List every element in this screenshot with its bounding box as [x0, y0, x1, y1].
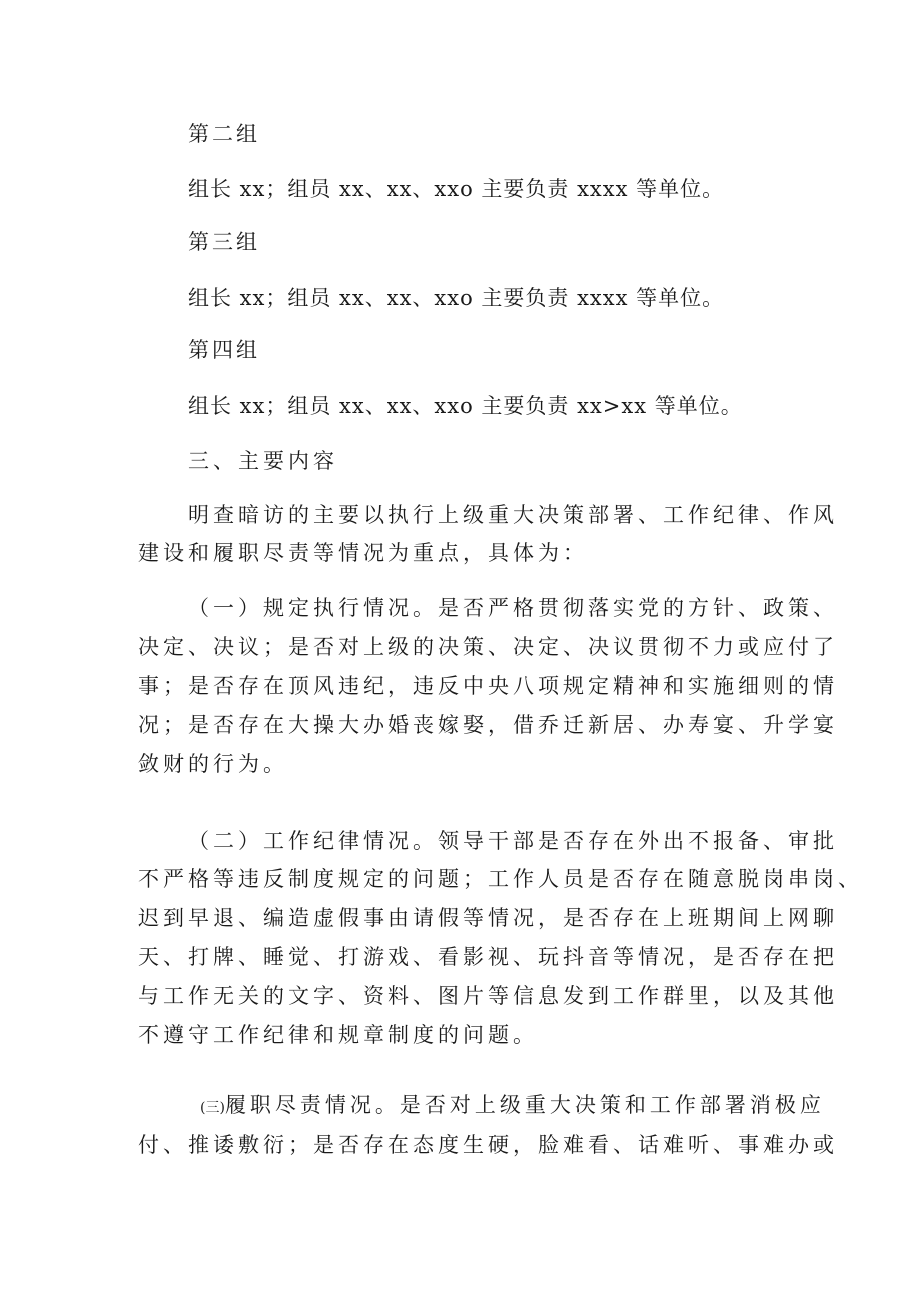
item-1-line-5: 敛财的行为。: [138, 752, 288, 776]
section-3-title: 三、主要内容: [188, 449, 338, 473]
item-1-line-2: 决定、决议；是否对上级的决策、决定、决议贯彻不力或应付了: [138, 635, 838, 659]
item-2-line-1: （二）工作纪律情况。领导干部是否存在外出不报备、审批: [188, 829, 838, 853]
item-1-line-4: 况；是否存在大操大办婚丧嫁娶，借乔迁新居、办寿宴、升学宴: [138, 713, 838, 737]
item-2-line-4: 天、打牌、睡觉、打游戏、看影视、玩抖音等情况，是否存在把: [138, 945, 838, 969]
item-3-line-1-text: 履职尽责情况。是否对上级重大决策和工作部署消极应: [224, 1093, 825, 1117]
group-3-title: 第三组: [188, 230, 260, 254]
group-2-title: 第二组: [188, 122, 260, 146]
group-2-text: 组长 xx；组员 xx、xx、xxo 主要负责 xxxx 等单位。: [188, 177, 725, 201]
item-1-line-1: （一）规定执行情况。是否严格贯彻落实党的方针、政策、: [188, 596, 838, 620]
item-3-line-1: [200, 1090, 825, 1123]
group-4-title: 第四组: [188, 338, 260, 362]
item-3-marker: (三): [200, 1100, 225, 1116]
intro-line-1: 明查暗访的主要以执行上级重大决策部署、工作纪律、作风: [188, 503, 838, 527]
item-2-line-6: 不遵守工作纪律和规章制度的问题。: [138, 1023, 538, 1047]
intro-line-2: 建设和履职尽责等情况为重点，具体为：: [138, 541, 588, 565]
item-3-line-2: 付、推诿敷衍；是否存在态度生硬，脸难看、话难听、事难办或: [138, 1133, 838, 1157]
group-3-text: 组长 xx；组员 xx、xx、xxo 主要负责 xxxx 等单位。: [188, 286, 725, 310]
item-1-line-3: 事；是否存在顶风违纪，违反中央八项规定精神和实施细则的情: [138, 674, 838, 698]
group-4-text: 组长 xx；组员 xx、xx、xxo 主要负责 xx>xx 等单位。: [188, 394, 743, 418]
item-2-line-3: 迟到早退、编造虚假事由请假等情况，是否存在上班期间上网聊: [138, 906, 838, 930]
item-2-line-5: 与工作无关的文字、资料、图片等信息发到工作群里，以及其他: [138, 984, 838, 1008]
item-2-line-2: 不严格等违反制度规定的问题；工作人员是否存在随意脱岗串岗、: [138, 867, 863, 891]
